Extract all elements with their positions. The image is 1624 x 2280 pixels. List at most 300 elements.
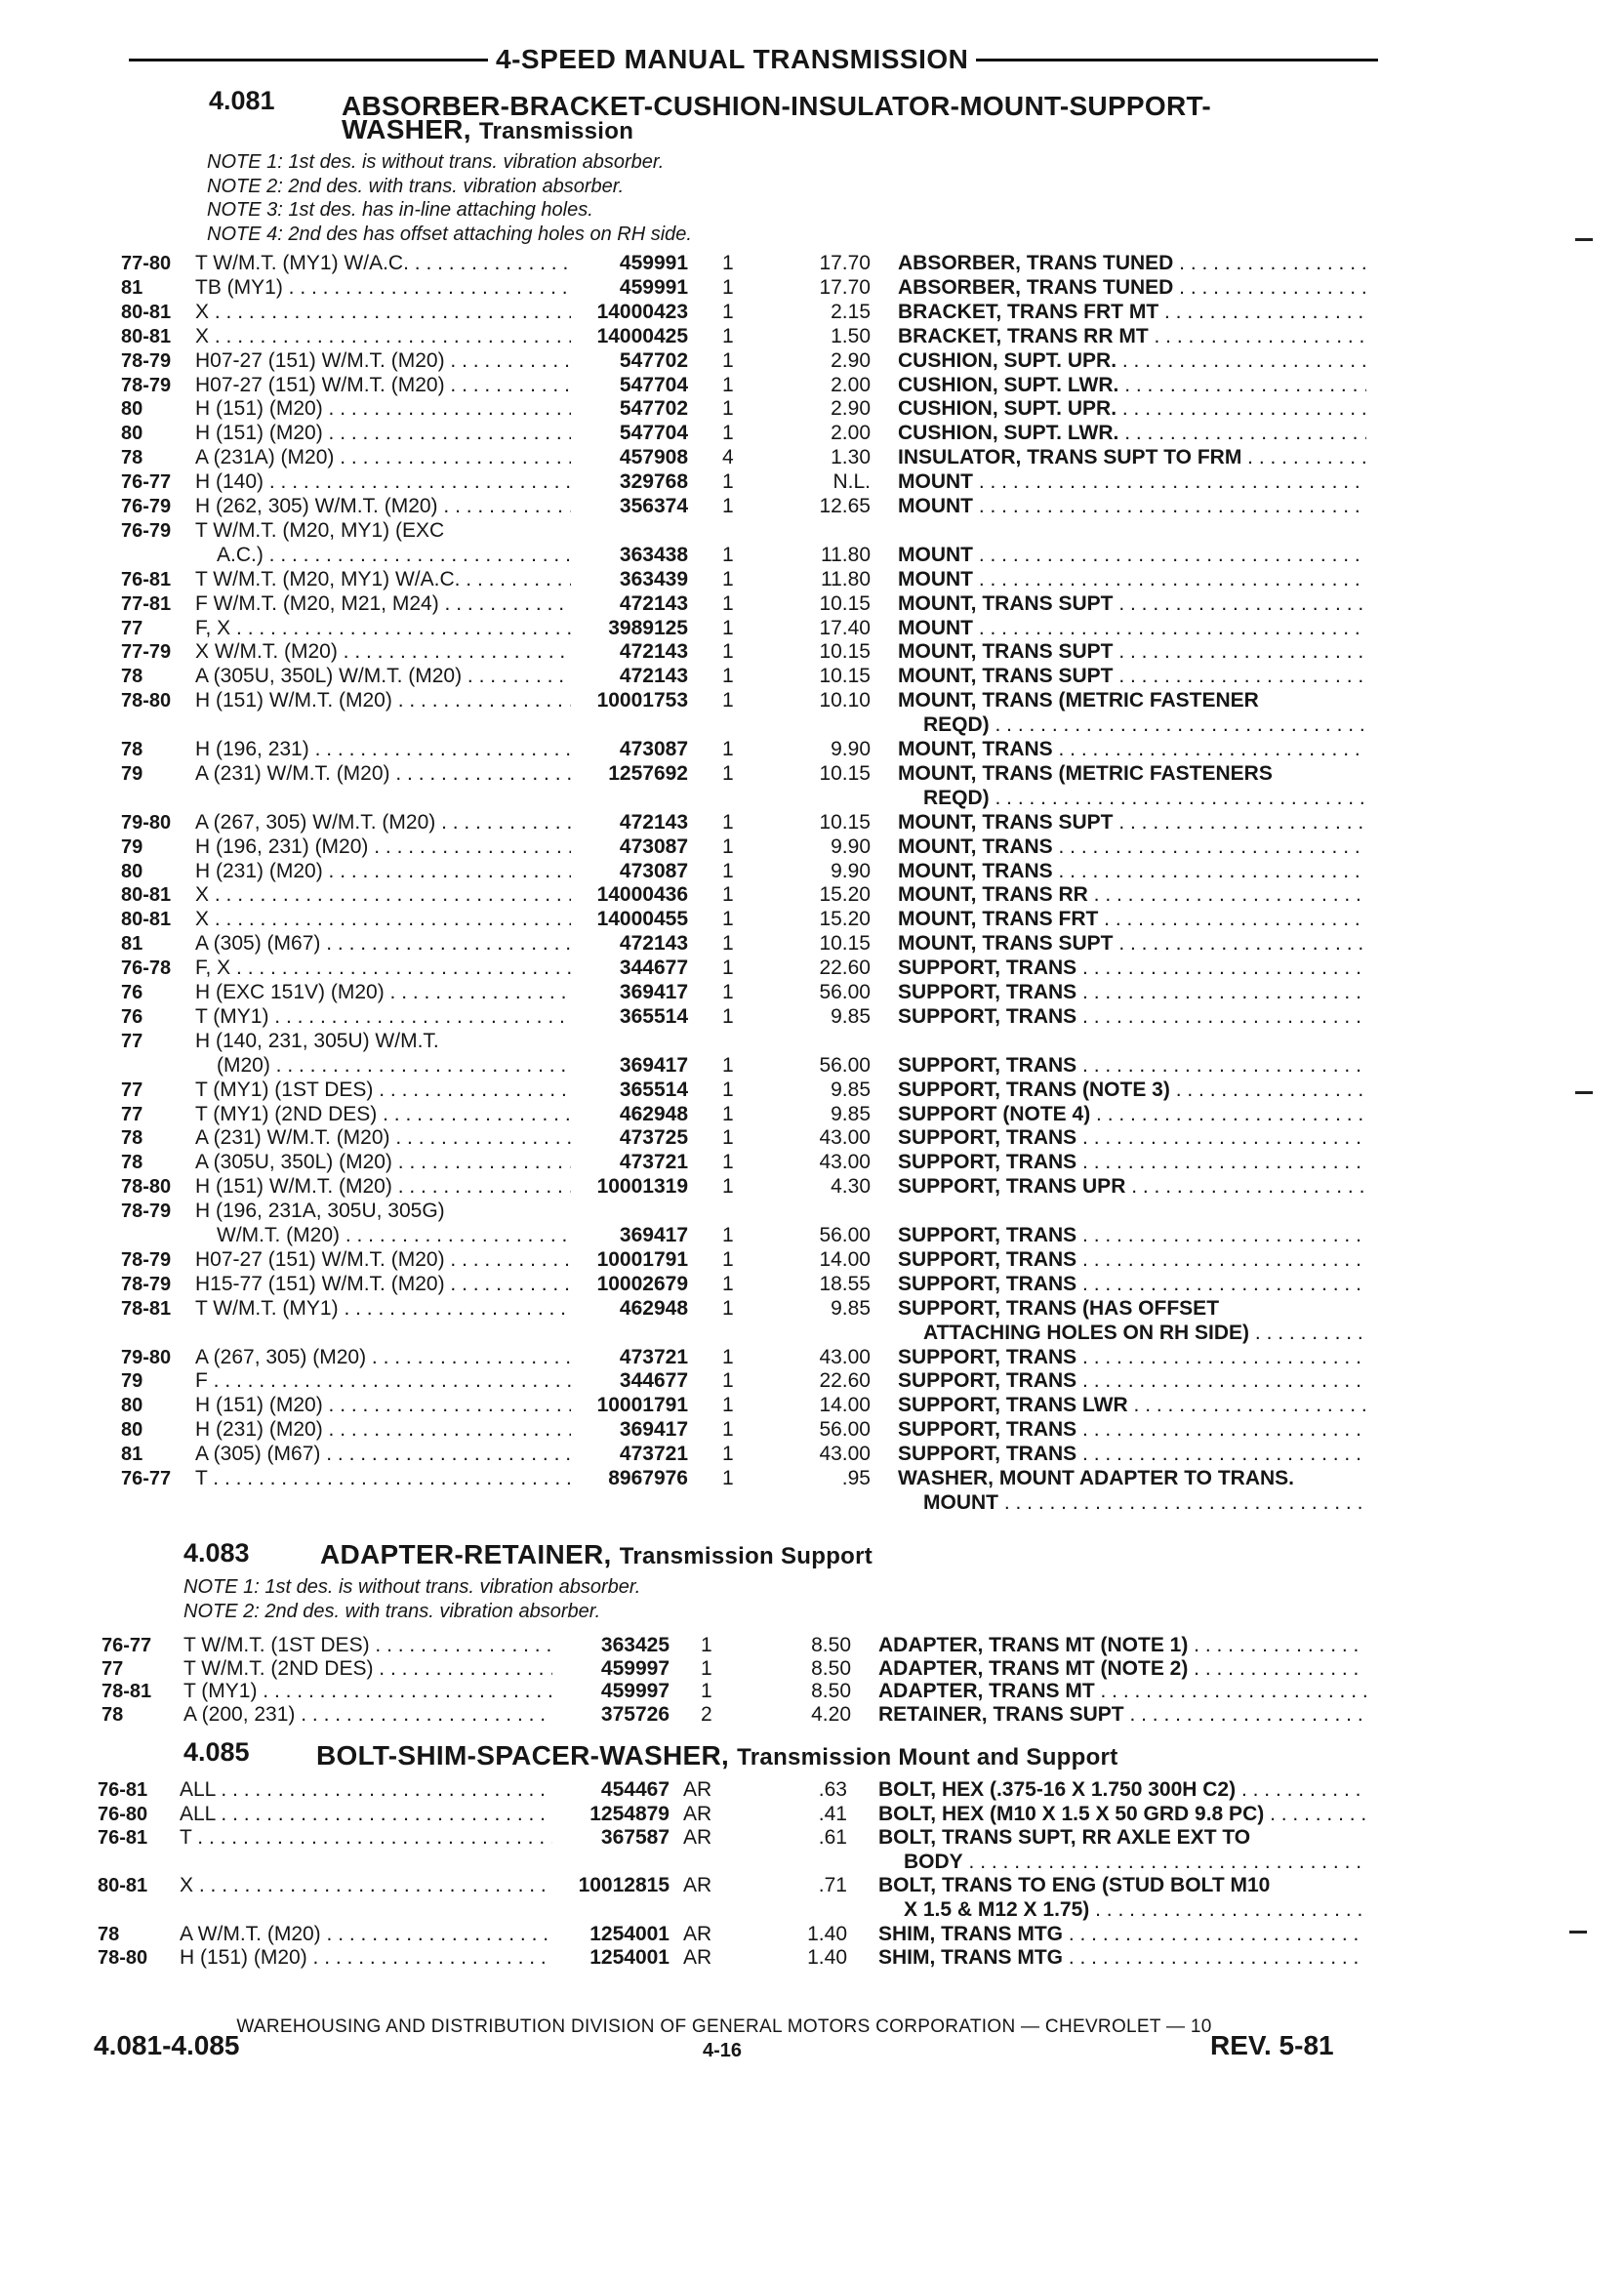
price: 1.40 [807,1922,847,1945]
part-number: 369417 [619,1223,688,1246]
part-name: RETAINER, TRANS SUPT . . . [878,1703,1366,1727]
model-years: 77-79 [121,641,172,664]
model-years: 79 [121,835,143,858]
price: 2.90 [831,348,871,372]
table-row [0,908,1624,932]
table-row [0,495,1624,519]
table-row [0,1248,1624,1273]
price: 2.15 [831,300,871,323]
model-years: 79-80 [121,1346,172,1368]
model-years: 78-79 [121,374,172,396]
table-row [0,1296,1624,1344]
application: A (267, 305) W/M.T. (M20) . . . [195,811,571,835]
quantity: 1 [701,1680,712,1703]
part-name: MOUNT . . . [898,568,1366,591]
price: 18.55 [819,1272,871,1295]
note: NOTE 1: 1st des. is without trans. vibration absorber. [183,1576,641,1598]
price: 9.90 [831,859,871,882]
part-name: ADAPTER, TRANS MT (NOTE 1) . . . [878,1634,1366,1657]
price: 8.50 [811,1656,851,1680]
table-row [0,617,1624,641]
part-number: 367587 [600,1826,670,1850]
part-number: 547704 [619,373,688,396]
price: 14.00 [819,1247,871,1271]
model-years: 80 [121,398,143,421]
application: T (MY1) (1ST DES) . . . [195,1079,571,1102]
quantity: 1 [722,1004,734,1028]
application: X . . . [195,883,571,907]
application: X . . . [195,301,571,324]
quantity: 1 [722,324,734,347]
price: 2.00 [831,422,871,445]
price: 9.85 [831,1078,871,1101]
table-row [0,1703,1624,1728]
quantity: AR [683,1778,712,1801]
application-continued: W/M.T. (M20) . . . [217,1224,571,1247]
part-name: MOUNT, TRANS . . . [898,835,1366,859]
part-number: 356374 [619,495,688,517]
part-number: 329768 [619,470,688,494]
part-name: MOUNT, TRANS SUPT . . . [898,932,1366,956]
part-number: 10001753 [596,689,688,712]
quantity: 1 [722,1078,734,1101]
table-row [0,1369,1624,1394]
table-row [0,1467,1624,1514]
section-title-sub: Transmission Support [619,1543,873,1569]
part-name: SUPPORT, TRANS . . . [898,957,1366,980]
application: T W/M.T. (2ND DES) . . . [183,1657,552,1681]
part-name: BOLT, TRANS TO ENG (STUD BOLT M10 [878,1874,1271,1897]
part-number: 473721 [619,1443,688,1466]
quantity: 1 [722,567,734,590]
part-name: CUSHION, SUPT. UPR. . . . [898,397,1366,421]
model-years: 78 [121,739,143,760]
model-years: 78-80 [98,1947,148,1970]
part-number: 472143 [619,640,688,664]
table-row [0,1079,1624,1103]
table-row [0,981,1624,1005]
part-number: 14000455 [596,908,688,931]
part-number: 473725 [619,1126,688,1150]
application: H (151) (M20) . . . [195,1394,571,1417]
part-name-continued: ATTACHING HOLES ON RH SIDE) . . . [923,1322,1366,1345]
price: 2.90 [831,397,871,421]
application: ALL . . . [180,1803,552,1826]
part-number: 365514 [619,1004,688,1028]
part-name: SUPPORT, TRANS . . . [898,1443,1366,1466]
quantity: 1 [722,397,734,421]
model-years: 80-81 [98,1875,148,1897]
application: X . . . [180,1874,552,1897]
model-years: 80-81 [121,325,172,347]
application: A (305) (M67) . . . [195,1443,571,1466]
model-years: 81 [121,933,143,956]
part-number: 3989125 [608,616,688,639]
model-years: 80 [121,860,143,882]
part-number: 369417 [619,981,688,1003]
price: 9.85 [831,1296,871,1320]
section-title-main: ADAPTER-RETAINER, [320,1539,612,1569]
table-row [0,1200,1624,1246]
price: 2.00 [831,373,871,396]
part-name: SHIM, TRANS MTG . . . [878,1946,1366,1970]
table-row [0,252,1624,276]
section-title-continued [342,114,634,144]
quantity: 1 [722,300,734,323]
part-name: MOUNT, TRANS . . . [898,860,1366,883]
quantity: 1 [701,1634,712,1656]
quantity: 1 [722,1053,734,1077]
price: 15.20 [819,908,871,931]
part-number: 14000436 [596,883,688,907]
model-years: 77-80 [121,253,172,274]
quantity: 1 [722,422,734,445]
margin-mark [1575,1091,1593,1094]
model-years: 78-79 [121,1273,172,1295]
price: 43.00 [819,1345,871,1368]
model-years: 80 [121,1395,143,1417]
part-number: 14000425 [596,324,688,347]
quantity: 1 [722,1296,734,1320]
application-continued: A.C.) . . . [217,544,571,567]
application: H (262, 305) W/M.T. (M20) . . . [195,495,571,518]
price: 9.85 [831,1102,871,1125]
price: 10.15 [819,640,871,664]
table-row [0,397,1624,422]
note: NOTE 2: 2nd des. with trans. vibration absorber. [183,1600,601,1622]
table-row [0,1126,1624,1151]
model-years: 79 [121,1370,143,1393]
quantity: 1 [722,640,734,664]
part-number: 473721 [619,1151,688,1174]
price: 43.00 [819,1151,871,1174]
table-row [0,422,1624,446]
model-years: 81 [121,1444,143,1466]
part-name-continued: REQD) . . . [923,713,1366,737]
price: .61 [818,1826,847,1850]
application: T W/M.T. (1ST DES) . . . [183,1634,552,1657]
table-row [0,276,1624,301]
application: H (151) (M20) . . . [195,397,571,421]
note: NOTE 2: 2nd des. with trans. vibration absorber. [207,175,625,197]
quantity: 1 [722,761,734,785]
part-name: SUPPORT, TRANS . . . [898,1054,1366,1078]
model-years: 78 [121,1127,143,1150]
part-name: BOLT, HEX (.375-16 X 1.750 300H C2) . . . [878,1778,1366,1802]
price: 8.50 [811,1634,851,1656]
model-years: 80-81 [121,884,172,907]
part-number: 473087 [619,859,688,882]
application: T . . . [195,1467,571,1490]
part-name: MOUNT, TRANS FRT . . . [898,908,1366,931]
footer-revision: REV. 5-81 [1210,2030,1334,2060]
part-name: MOUNT, TRANS SUPT . . . [898,592,1366,616]
model-years: 77 [121,1103,143,1125]
application: X W/M.T. (M20) . . . [195,640,571,664]
price: 10.15 [819,932,871,956]
quantity: 1 [722,689,734,712]
part-number: 1254879 [589,1802,670,1825]
quantity: 1 [722,859,734,882]
part-name: SUPPORT, TRANS LWR . . . [898,1394,1366,1417]
quantity: 1 [722,665,734,688]
table-row [0,883,1624,908]
part-name: MOUNT, TRANS (METRIC FASTENER [898,689,1259,712]
note: NOTE 3: 1st des. has in-line attaching holes. [207,199,593,221]
model-years: 78-81 [121,1297,172,1320]
application: T (MY1) . . . [195,1005,571,1029]
part-name: SUPPORT, TRANS . . . [898,1346,1366,1369]
table-row [0,1874,1624,1921]
part-number: 365514 [619,1078,688,1101]
price: 56.00 [819,1418,871,1442]
model-years: 78-80 [121,690,172,712]
table-row [0,811,1624,835]
application: T . . . [180,1826,552,1850]
price: 4.30 [831,1175,871,1199]
part-name: MOUNT, TRANS (METRIC FASTENERS [898,761,1273,785]
section-title-cont: WASHER, [342,114,471,144]
part-number: 472143 [619,810,688,834]
price: 12.65 [819,495,871,517]
section-number: 4.085 [183,1737,250,1767]
quantity: 1 [722,1394,734,1417]
application: H (151) W/M.T. (M20) . . . [195,689,571,712]
table-row [0,665,1624,689]
part-name: SUPPORT, TRANS . . . [898,1151,1366,1174]
part-name: SUPPORT, TRANS . . . [898,1273,1366,1296]
application: H (140, 231, 305U) W/M.T. [195,1029,439,1052]
price: .71 [818,1874,847,1897]
price: 10.10 [819,689,871,712]
quantity: 1 [722,1223,734,1246]
application: H (231) (M20) . . . [195,1418,571,1442]
table-row [0,446,1624,470]
section-title-main: BOLT-SHIM-SPACER-WASHER, [316,1740,730,1771]
application: F, X . . . [195,957,571,980]
application: H (196, 231) . . . [195,738,571,761]
model-years: 78-79 [121,1248,172,1271]
part-number: 363438 [619,543,688,566]
part-name: SUPPORT, TRANS (HAS OFFSET [898,1296,1220,1320]
part-number: 8967976 [608,1467,688,1489]
price: 17.70 [819,275,871,299]
footer-publisher: WAREHOUSING AND DISTRIBUTION DIVISION OF GENERAL MOTORS CORPORATION — CHEVROLET — 10 [236,2016,1212,2037]
table-row [0,1657,1624,1682]
application: H (231) (M20) . . . [195,860,571,883]
part-name: BRACKET, TRANS FRT MT . . . [898,301,1366,324]
table-row [0,1346,1624,1370]
part-name: SUPPORT, TRANS . . . [898,981,1366,1004]
quantity: 1 [722,373,734,396]
model-years: 76-77 [121,471,172,494]
application: H (151) W/M.T. (M20) . . . [195,1175,571,1199]
application: X . . . [195,325,571,348]
price: 1.50 [831,324,871,347]
price: 14.00 [819,1394,871,1417]
application: H (151) (M20) . . . [180,1946,552,1970]
part-number: 10012815 [578,1874,670,1897]
table-row [0,1175,1624,1200]
part-name: ADAPTER, TRANS MT . . . [878,1680,1366,1703]
section-title-main: ABSORBER-BRACKET-CUSHION-INSULATOR-MOUNT-SUPPORT- [342,91,1211,121]
part-name-continued: X 1.5 & M12 X 1.75) . . . [904,1898,1366,1922]
part-number: 375726 [600,1703,670,1727]
model-years: 78-80 [121,1176,172,1199]
quantity: 1 [722,348,734,372]
application: H07-27 (151) W/M.T. (M20) . . . [195,349,571,373]
part-name: MOUNT . . . [898,495,1366,518]
part-name: SUPPORT, TRANS . . . [898,1418,1366,1442]
model-years: 79-80 [121,811,172,834]
quantity: AR [683,1874,712,1897]
table-row [0,349,1624,374]
model-years: 78 [121,1152,143,1174]
model-years: 78-81 [102,1681,152,1703]
application: F . . . [195,1369,571,1393]
model-years: 77-81 [121,592,172,615]
part-name: SUPPORT, TRANS . . . [898,1369,1366,1393]
part-name: SUPPORT, TRANS . . . [898,1005,1366,1029]
model-years: 76-79 [121,519,172,542]
part-name: CUSHION, SUPT. UPR. . . . [898,349,1366,373]
model-years: 78-79 [121,349,172,372]
note: NOTE 1: 1st des. is without trans. vibration absorber. [207,151,665,173]
part-number: 369417 [619,1418,688,1442]
table-row [0,1151,1624,1175]
table-row [0,301,1624,325]
part-number: 363425 [600,1634,670,1656]
table-row [0,1634,1624,1658]
table-row [0,957,1624,981]
part-name: CUSHION, SUPT. LWR. . . . [898,422,1366,445]
model-years: 76-78 [121,957,172,980]
part-number: 1257692 [608,761,688,785]
section-title-sub: Transmission Mount and Support [737,1744,1118,1771]
part-name: CUSHION, SUPT. LWR. . . . [898,374,1366,397]
quantity: 1 [722,495,734,517]
model-years: 80-81 [121,301,172,323]
part-number: 459991 [619,252,688,274]
price: 9.90 [831,835,871,858]
part-name: MOUNT . . . [898,470,1366,494]
application: H07-27 (151) W/M.T. (M20) . . . [195,374,571,397]
quantity: 1 [722,1102,734,1125]
part-number: 462948 [619,1296,688,1320]
section-title-sub: Transmission [478,118,634,144]
section-notes [207,150,692,246]
part-name: MOUNT, TRANS RR . . . [898,883,1366,907]
quantity: 1 [722,470,734,494]
table-row [0,860,1624,884]
model-years: 80 [121,1419,143,1442]
application: A (305U, 350L) (M20) . . . [195,1151,571,1174]
price: 17.40 [819,616,871,639]
application: H (196, 231A, 305U, 305G) [195,1200,445,1223]
price: 43.00 [819,1443,871,1466]
part-name: MOUNT . . . [898,617,1366,640]
part-name: SUPPORT, TRANS . . . [898,1126,1366,1150]
price: 10.15 [819,810,871,834]
model-years: 76-77 [102,1635,152,1656]
model-years: 76-77 [121,1468,172,1489]
application: H (196, 231) (M20) . . . [195,835,571,859]
section-notes [183,1575,640,1623]
table-row [0,1778,1624,1803]
table-row [0,568,1624,592]
section-number: 4.081 [209,86,275,115]
part-number: 459997 [600,1680,670,1703]
application: ALL . . . [180,1778,552,1802]
part-number: 462948 [619,1102,688,1125]
price: 56.00 [819,1053,871,1077]
section-title [316,1740,1118,1771]
application: A (231) W/M.T. (M20) . . . [195,1126,571,1150]
quantity: 1 [722,1369,734,1393]
part-number: 547704 [619,422,688,445]
model-years: 77 [121,1079,143,1101]
model-years: 80 [121,423,143,445]
price: 56.00 [819,1223,871,1246]
application: T (MY1) (2ND DES) . . . [195,1103,571,1126]
table-row [0,518,1624,566]
model-years: 78 [98,1923,120,1945]
price: 11.80 [821,543,871,566]
part-number: 1254001 [589,1922,670,1945]
part-name: MOUNT . . . [898,544,1366,567]
application: A W/M.T. (M20) . . . [180,1923,552,1946]
table-row [0,761,1624,809]
part-number: 472143 [619,665,688,688]
table-row [0,835,1624,860]
part-name-continued: REQD) . . . [923,787,1366,810]
part-number: 457908 [619,446,688,469]
quantity: 1 [722,275,734,299]
part-name: BOLT, HEX (M10 X 1.5 X 50 GRD 9.8 PC) . . . [878,1803,1366,1826]
application: T (MY1) . . . [183,1680,552,1703]
table-row [0,1029,1624,1077]
application: A (305) (M67) . . . [195,932,571,956]
price: 43.00 [819,1126,871,1150]
table-row [0,1803,1624,1827]
application-continued: (M20) . . . [217,1054,571,1078]
part-number: 473087 [619,835,688,858]
table-row [0,1946,1624,1971]
quantity: 1 [722,738,734,760]
application: T W/M.T. (M20, MY1) (EXC [195,518,445,542]
table-row [0,689,1624,737]
section-number: 4.083 [183,1538,250,1568]
application: TB (MY1) . . . [195,276,571,300]
model-years: 76-80 [98,1803,148,1825]
application: A (231A) (M20) . . . [195,446,571,469]
application: H (EXC 151V) (M20) . . . [195,981,571,1004]
price: 9.85 [831,1004,871,1028]
model-years: 80-81 [121,909,172,931]
price: 1.40 [807,1946,847,1970]
table-row [0,374,1624,398]
price: 22.60 [819,1369,871,1393]
part-name: SHIM, TRANS MTG . . . [878,1923,1366,1946]
quantity: 1 [722,883,734,907]
quantity: 1 [722,1272,734,1295]
quantity: 1 [722,1345,734,1368]
model-years: 78-79 [121,1201,172,1223]
application: T W/M.T. (MY1) . . . [195,1297,571,1321]
quantity: 1 [722,810,734,834]
price: .63 [818,1778,847,1801]
application: X . . . [195,908,571,931]
